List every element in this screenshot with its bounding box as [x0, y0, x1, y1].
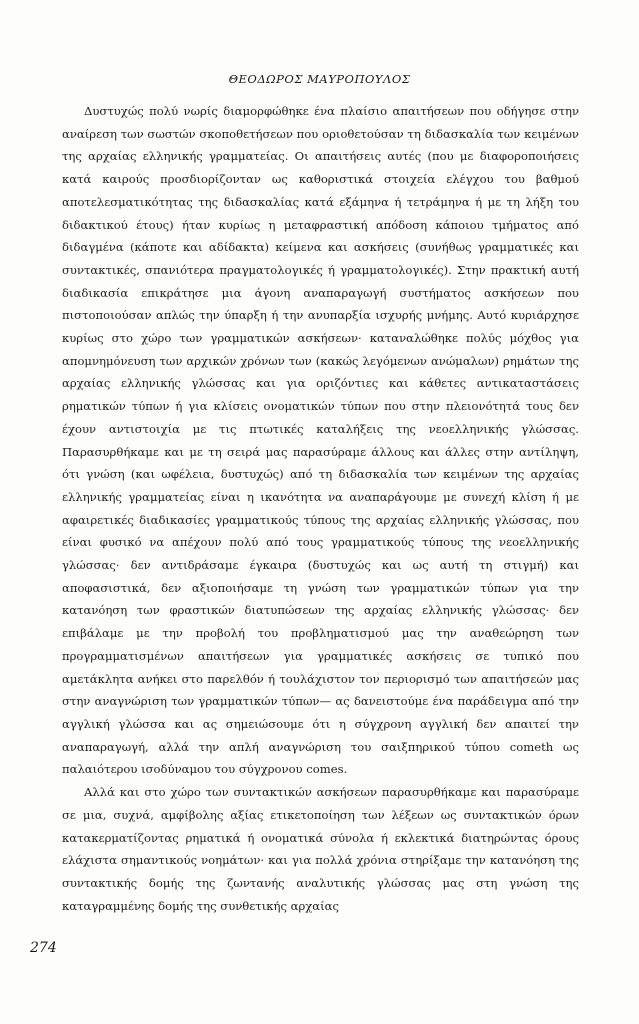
paragraph-2: Αλλά και στο χώρο των συντακτικών ασκήσεων παρασυρθήκαμε και παρασύραμε σε μια, συχνά, αμφίβολης αξίας ετικετοποίηση των λέξεων ως συντακτικών όρων κατακερματίζοντας ρηματικά ή ονοματικά σύνολα ή εκλεκτικά διατηρώντας όρους ελάχιστα σημαντικούς νοημάτων· και για πολλά χρόνια στηρίξαμε την κατανόηση της συντακτικής δομής της ζωντανής αναλυτικής γλώσσας μας στη γνώση της καταγραμμένης δομής της συνθετικής αρχαίας: [62, 785, 579, 913]
paragraph-1: Δυστυχώς πολύ νωρίς διαμορφώθηκε ένα πλαίσιο απαιτήσεων που οδήγησε στην αναίρεση των σωστών σκοποθετήσεων που οριοθετούσαν τη διδασκαλία των κειμένων της αρχαίας ελληνικής γραμματείας. Οι απαιτήσεις αυτές (που με διαφοροποιήσεις κατά καιρούς προσδιορίζονταν ως καθοριστικά στοιχεία ελέγχου του βαθμού αποτελεσματικότητας της διδασκαλίας κατά εξάμηνα ή τετράμηνα ή με τη λήξη του διδακτικού έτους) ήταν κυρίως η μεταφραστική απόδοση κάποιου τμήματος από διδαγμένα (κάποτε και αδίδακτα) κείμενα και ασκήσεις (συνήθως γραμματικές και συντακτικές, σπανιότερα πραγματολογικές ή γραμματολογικές). Στην πρακτική αυτή διαδικασία επικράτησε μια άγονη αναπαραγωγή συστήματος ασκήσεων που πιστοποιούσαν απλώς την ύπαρξη ή την ανυπαρξία ισχυρής μνήμης. Αυτό κυριάρχησε κυρίως στο χώρο των γραμματικών ασκήσεων· καταναλώθηκε πολύς μόχθος για απομνημόνευση των αρχικών χρόνων των (κακώς λεγόμενων ανώμαλων) ρημάτων της αρχαίας ελληνικής γλώσσας και για οριζόντιες και κάθετες αντικαταστάσεις ρηματικών τύπων ή για κλίσεις ονοματικών τύπων που στην πλειονότητά τους δεν έχουν αντιστοιχία με τις πτωτικές καταλήξεις της νεοελληνικής γλώσσας. Παρασυρθήκαμε και με τη σειρά μας παρασύραμε άλλους και άλλες στην αντίληψη, ότι γνώση (και ωφέλεια, δυστυχώς) από τη διδασκαλία των κειμένων της αρχαίας ελληνικής γραμματείας είναι η ικανότητα να αναπαράγουμε με συνεχή κλίση ή με αφαιρετικές διαδικασίες γραμματικούς τύπους της αρχαίας ελληνικής γλώσσας, που είναι φυσικό να απέχουν πολύ από τους γραμματικούς τύπους της νεοελληνικής γλώσσας· δεν αντιδράσαμε έγκαιρα (δυστυχώς και ως αυτή τη στιγμή) και αποφασιστικά, δεν αξιοποιήσαμε τη γνώση των γραμματικών τύπων για την κατανόηση των φραστικών διατυπώσεων της αρχαίας ελληνικής γλώσσας· δεν επιβάλαμε με την προβολή του προβληματισμού μας την αναθεώρηση των προγραμματισμένων απαιτήσεων για γραμματικές ασκήσεις σε τυπικό που αμετάκλητα ανήκει στο παρελθόν ή τουλάχιστον τον περιορισμό των απαιτήσεών μας στην αναγνώριση των γραμματικών τύπων— ας δανειστούμε ένα παράδειγμα από την αγγλική γλώσσα και ας σημειώσουμε ότι η σύγχρονη αγγλική δεν απαιτεί την αναπαραγωγή, αλλά την απλή αναγνώριση του σαιξπηρικού τύπου cometh ως παλαιότερου ισοδύναμου του σύγχρονου comes.: [62, 104, 579, 777]
body-text: [62, 100, 579, 917]
running-head: ΘΕΟΔΩΡΟΣ ΜΑΥΡΟΠΟΥΛΟΣ: [228, 72, 411, 86]
page-number: 274: [30, 940, 57, 956]
